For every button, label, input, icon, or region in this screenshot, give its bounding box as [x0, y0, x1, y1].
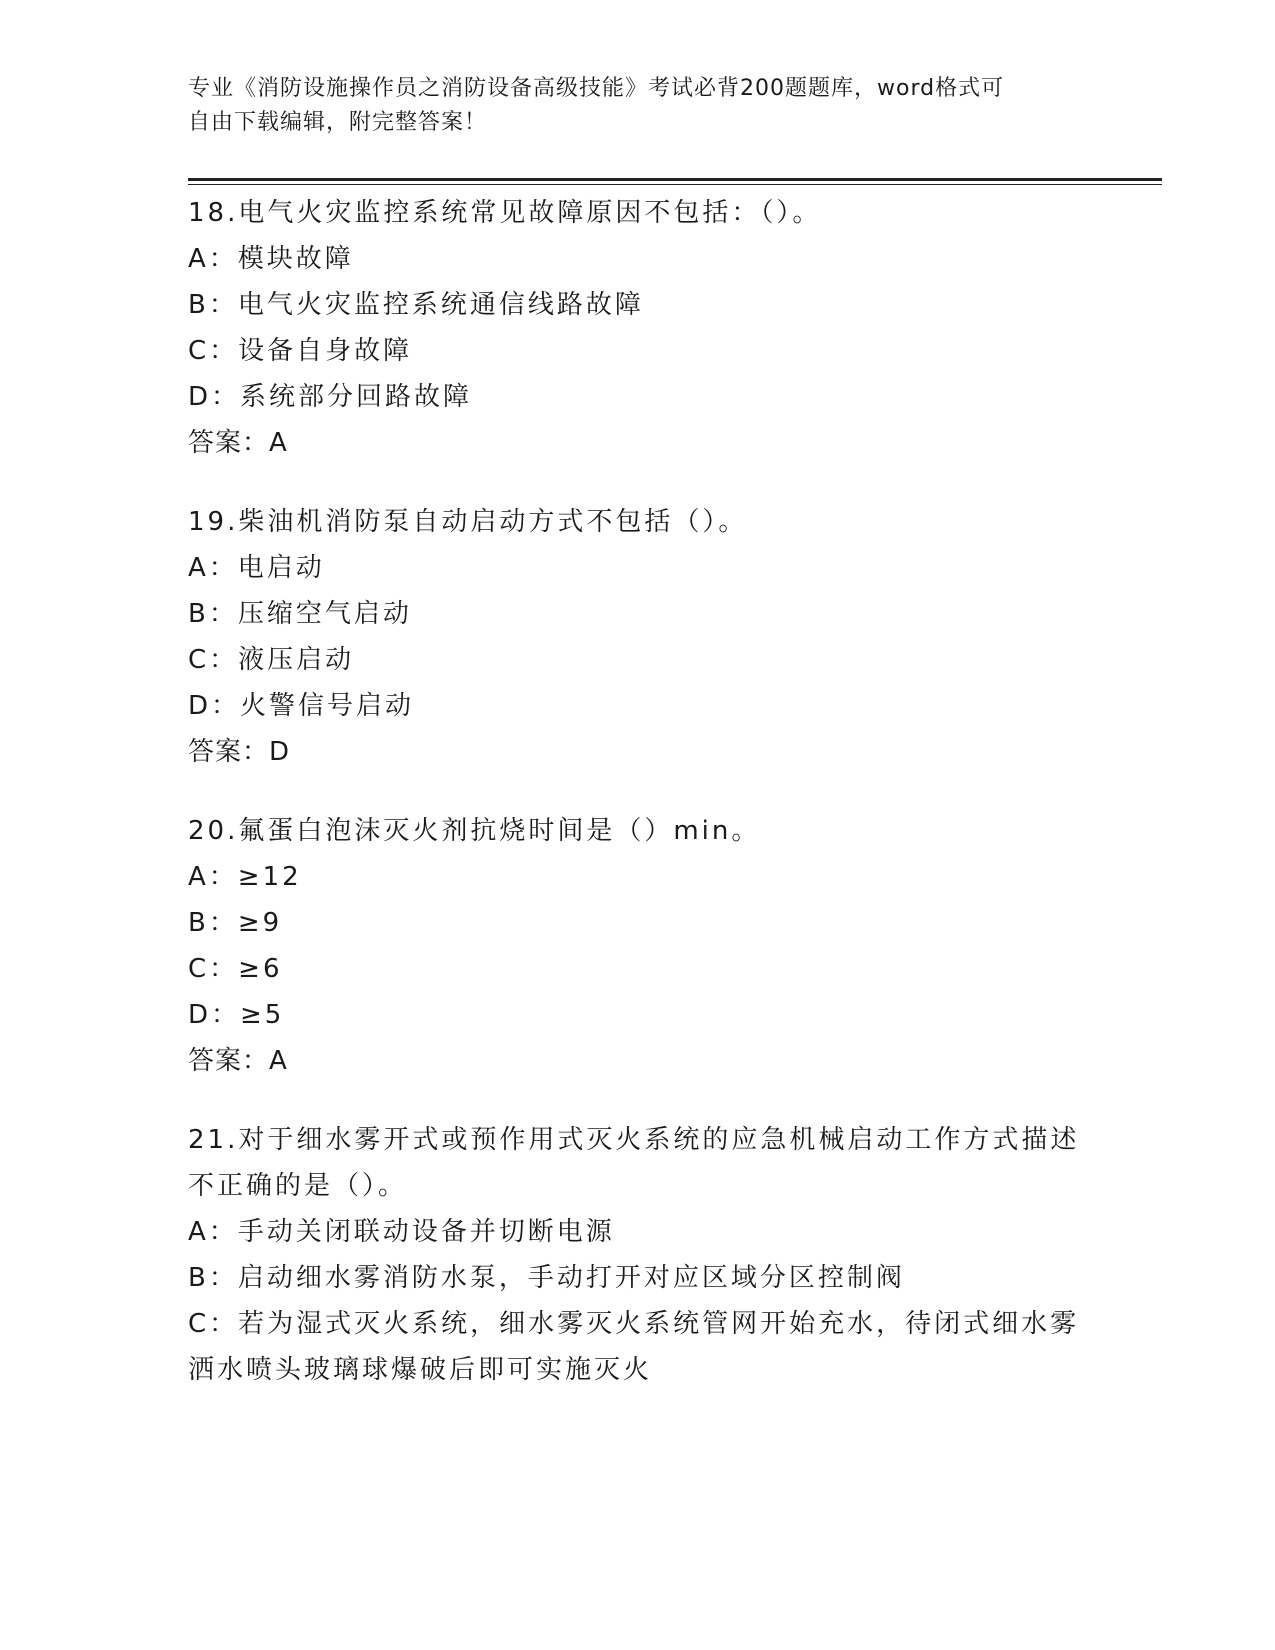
question-18: [188, 190, 1088, 466]
option-b: B：≥9: [188, 908, 283, 938]
option-a: A：模块故障: [188, 244, 354, 274]
option-b: B：启动细水雾消防水泵，手动打开对应区域分区控制阀: [188, 1263, 905, 1293]
question-19: [188, 499, 1088, 775]
question-stem: 20.氟蛋白泡沫灭火剂抗烧时间是（）min。: [188, 816, 761, 846]
answer: 答案：A: [188, 1046, 288, 1076]
option-c-line-1: C：若为湿式灭火系统，细水雾灭火系统管网开始充水，待闭式细水雾: [188, 1309, 1080, 1339]
option-a: A：≥12: [188, 862, 302, 892]
answer: 答案：D: [188, 737, 291, 767]
header-divider-thin: [188, 184, 1162, 185]
header-line-1: 专业《消防设施操作员之消防设备高级技能》考试必背200题题库，word格式可: [188, 76, 1005, 101]
option-b: B：压缩空气启动: [188, 599, 412, 629]
option-d: D：系统部分回路故障: [188, 382, 473, 412]
option-a: A：电启动: [188, 553, 325, 583]
option-d: D：火警信号启动: [188, 691, 415, 721]
question-20: [188, 808, 1088, 1084]
option-d: D：≥5: [188, 1000, 285, 1030]
option-c: C：≥6: [188, 954, 283, 984]
option-b: B：电气火灾监控系统通信线路故障: [188, 290, 644, 320]
option-c: C：设备自身故障: [188, 336, 413, 366]
question-stem: 18.电气火灾监控系统常见故障原因不包括：（）。: [188, 198, 822, 228]
option-c-line-2: 洒水喷头玻璃球爆破后即可实施灭火: [188, 1355, 653, 1385]
question-stem: 19.柴油机消防泵自动启动方式不包括（）。: [188, 507, 748, 537]
option-c: C：液压启动: [188, 645, 355, 675]
question-stem-line-2: 不正确的是（）。: [188, 1171, 408, 1201]
header-line-2: 自由下载编辑，附完整答案！: [188, 110, 488, 135]
option-a: A：手动关闭联动设备并切断电源: [188, 1217, 615, 1247]
question-stem-line-1: 21.对于细水雾开式或预作用式灭火系统的应急机械启动工作方式描述: [188, 1125, 1080, 1155]
question-21: [188, 1117, 1088, 1393]
questions-list: [188, 190, 1088, 1426]
answer: 答案：A: [188, 428, 288, 458]
document-header: [188, 72, 1088, 140]
header-divider-thick: [188, 178, 1162, 181]
